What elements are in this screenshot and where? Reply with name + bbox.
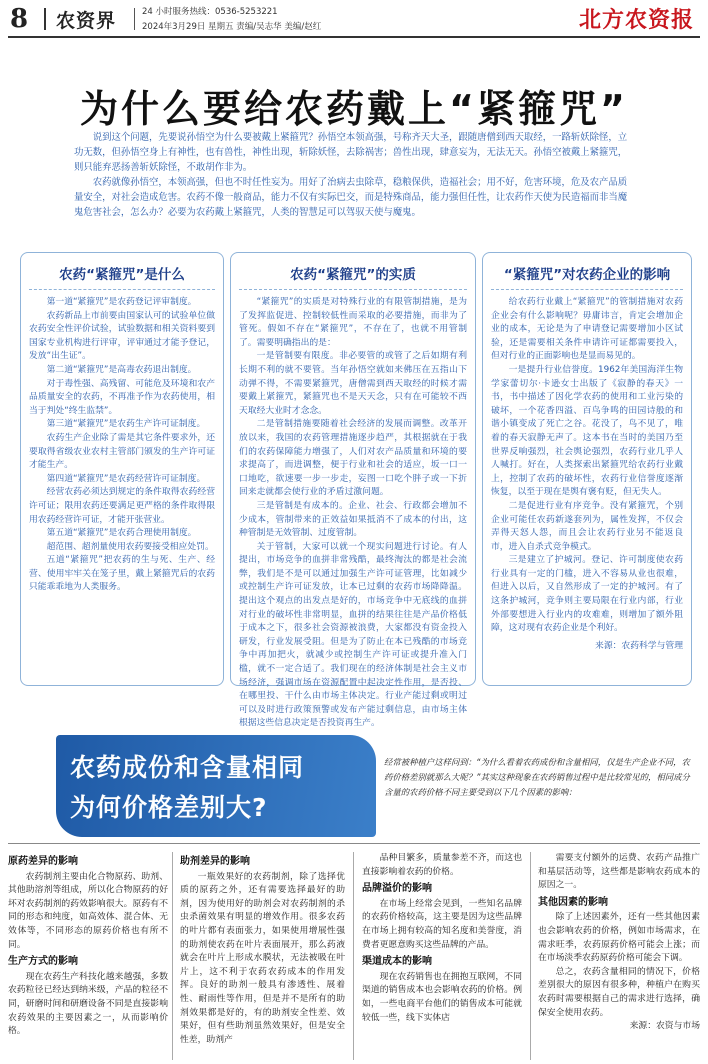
column-separator <box>530 852 531 1060</box>
paragraph: 农药生产企业除了需是其它条件要求外，还要取得省级农业农村主管部门颁发的生产许可证才能生产。 <box>29 432 215 471</box>
header-rule <box>8 36 700 38</box>
paragraph: “紧箍咒”的实质是对特殊行业的有限管制措施，是为了发挥监促进、控制较低性而采取的必要措施，而非为了管死。假如不存在“紧箍咒”，不存在了，也就不用管制了。需要明确指出的是： <box>239 297 467 348</box>
column-impact <box>482 252 692 686</box>
paragraph: 三是建立了护城河。登记、许可制度使农药行业具有一定的门槛，进入不容易从业也很难，但进入以后，又自然形成了一定的护城河。有了这条护城河，竞争则主要局限在行业内部，行业外部要想进入行业内的攻难难，则增加了额外阻障，这对现有农药企业是个利好。 <box>491 555 683 634</box>
paragraph: 五道“紧箍咒”把农药的生与死、生产、经营、使用牢牢关在笼子里，戴上紧箍咒后的农药只能乖乖地为人类服务。 <box>29 555 215 593</box>
paragraph: 第一道“紧箍咒”是农药登记评审制度。 <box>46 297 197 307</box>
section-name: 农资界 <box>56 10 117 32</box>
paragraph: 农药制剂主要由化合物原药、助剂、其他助溶剂等组成，所以化合物原药的好坏对农药制剂的药效影响很大。原药有不同的形态和纯度，如高效体、混合体、无效体等，不同形态的原药价格也有所不同。 <box>8 871 168 950</box>
paragraph: 关于管制，大家可以就一个现实问题进行讨论。有人提出，市场竞争的血拼非常残酷，最终淘汰的都是社会流弊，我们是不是可以通过加强生产许可证管理，比如减少或控制生产许可证发放，让本已过剩的农药市场降降温。提出这个观点的出发点是好的，市场竞争中无底线的血拼对行业的破坏性非常明显，血拼的结果往往是产品价格低于成本之下，很多社会资源被浪费，大家都没有资金投入研发，行业发展受阻。但是为了防止在本已残酷的市场竞争中再加把火，就减少或控制生产许可证或提升准入门槛，就不一定合适了。我们现在的经济体制是社会主义市场经济，强调市场在资源配置中起决定性作用，是否投、在哪里投、干什么由市场主体决定。行业产能过剩或明过可以及时进行政策预警或发布产能过剩信息，由市场主体根据这些信息决定是否投资再生产。 <box>239 541 467 729</box>
paragraph: 经营农药必须达到规定的条件取得农药经营许可证；限用农药还要满足更严格的条件取得限用农药经营许可证，才能开张营业。 <box>29 487 215 525</box>
subheading: 品牌溢价的影响 <box>362 883 432 895</box>
page-number: 8 <box>10 4 29 34</box>
paragraph: 对于毒性强、高残留、可能危及环境和农产品质量安全的农药，不再准予作为农药使用，相当于判处“终生监禁”。 <box>29 378 215 416</box>
paragraph: 一是提升行业信誉度。1962年美国海洋生物学家蕾切尔·卡逊女士出版了《寂静的春天》一书，书中描述了因化学农药的使用和工业污染的破坏，一个花香四溢、百鸟争鸣的田园诗般的和谐小镇变成了死亡之谷。花没了，鸟不见了，唯着的春天寂静无声了。这本书在当时的美国乃至世界反响强烈，社会舆论强烈，农药行业几乎人人喊打。好在，人类探索出紧箍咒给农药行业戴上，控制了农药的破坏性，农药行业信誉度逐渐恢复，以至于现在是舆有褒有贬，但无失人。 <box>491 364 683 498</box>
bottom-column-1 <box>8 852 168 1039</box>
divider <box>134 8 135 30</box>
paragraph: 在市场上经常会见到，一些知名品牌的农药价格较高，这主要是因为这些品牌在市场上拥有较高的知名度和美誉度，消费者更愿意购买这些品牌的产品。 <box>362 898 522 950</box>
banner-lead-text: 经常被种植户这样问到：“为什么看着农药成份和含量相同，仅是生产企业不同，农药价格差别就那么大呢？”其实这种现象在农药销售过程中是比较常见的，相同成分含量的农药价格不同主要受到以下几个因素的影响： <box>384 757 690 797</box>
paragraph: 第四道“紧箍咒”是农药经营许可证制度。 <box>46 473 206 484</box>
subheading: 助剂差异的影响 <box>180 856 250 867</box>
date-editors-text: 2024年3月29日 星期五 责编/吴志华 美编/赵红 <box>142 22 322 32</box>
paragraph: 二是管制措施要随着社会经济的发展而调整。改革开放以来，我国的农药管理措施逐步趋严，其根据就在于我们的农药保障能力增强了，人们对农产品质量和环境的要求提高了，而进调整，便于行业和社会的适应，坂一口一口地吃，欲速要一步一步走，妄图一口吃个胖子或一下折回来走就都会使行业的矛盾过激问题。 <box>239 419 467 498</box>
bottom-column-2 <box>180 852 345 1047</box>
bottom-column-3 <box>362 852 522 1025</box>
column-what-is <box>20 252 224 686</box>
column-essence <box>230 252 476 729</box>
bottom-column-4 <box>538 852 700 1034</box>
paragraph: 超范围、超剂量使用农药要接受相应处罚。 <box>46 541 214 552</box>
source-credit: 来源：农药科学与管理 <box>595 640 683 651</box>
paragraph: 一瓶效果好的农药制剂，除了选择优质的原药之外，还有需要选择最好的助剂，因为使用好的助剂会对农药制剂的杀虫杀菌效果有明显的增效作用。很多农药的叶片都有表面张力，如果使用增展性强的助剂使农药在叶片表面展开，那么药液就会在叶片上形成水膜状，无法被吸在叶片上，这不利于农药农药成本的作用发挥。良好的助剂一般具有渗透性、展着性、耐雨性等作用，但是并不是所有的助剂效果都是好的，有的助剂安全性差、效果好，但有些助剂虽然效果好，但是安全性差，助剂产 <box>180 871 345 1045</box>
paragraph: 农药新品上市前要由国家认可的试验单位做农药安全性评价试验，试验数据和相关资料要到国家专业机构进行评审，评审通过才能予登记，发放“出生证”。 <box>29 310 215 362</box>
paragraph: 二是促进行业有序竞争。没有紧箍咒，个别企业可能任农药新遂套列为，属性发挥，不仅会弄得天怒人怨，而且会让农药行业另不能返良市，进入自杀式竞争模式。 <box>491 500 683 552</box>
divider <box>8 843 700 844</box>
paragraph: 第五道“紧箍咒”是农药合理使用制度。 <box>46 528 197 539</box>
column-separator <box>172 852 173 1060</box>
column-title: “紧箍咒”对农药企业的影响 <box>491 261 683 290</box>
newspaper-masthead: 北方农资报 <box>578 7 694 33</box>
column-title: 农药“紧箍咒”的实质 <box>239 261 467 290</box>
article-headline: 为什么要给农药戴上“紧箍咒” <box>80 87 628 131</box>
subheading: 其他因素的影响 <box>538 896 608 908</box>
paragraph: 现在农药销售也在拥抱互联网，不同渠道的销售成本也会影响农药的价格。例如，一些电商平台他们的销售成本可能就较低一些，线下实体店 <box>362 971 522 1023</box>
subheading: 原药差异的影响 <box>8 856 78 867</box>
column-body <box>239 296 467 731</box>
intro-paragraph: 说到这个问题，先要说孙悟空为什么要被戴上紧箍咒？孙悟空本领高强，号称齐天大圣，跟随唐僧到西天取经，一路斩妖除怪，立功无数，但孙悟空身上有神性，也有兽性，神性出现，斩除妖怪，去除祸害；兽性出现，肆意妄为，无法无天。孙悟空被戴上紧箍咒，则只能弃恶扬善斩妖除怪，不敢胡作非为。 <box>74 132 628 173</box>
paragraph: 总之，农药含量相同的情况下，价格差别很大的原因有很多种，种植户在购买农药时需要根据自己的需求进行选择，确保安全使用农药。 <box>538 966 700 1018</box>
banner-title-line1: 农药成份和含量相同 <box>70 753 305 782</box>
column-title: 农药“紧箍咒”是什么 <box>29 261 215 290</box>
page-header <box>0 0 708 38</box>
intro-text <box>74 130 634 220</box>
paragraph: 一是管制要有限度。非必要管的或管了之后如期有利长期不利的就不要管。当年孙悟空就如来佛压在五指山下动弹不得，不需要紧箍咒，唐僧需到西天取经的时候才需要戴上紧箍咒，紧箍咒也不是天天念，只有在可能较不西天取经大业时才念念。 <box>239 351 467 416</box>
paragraph: 第三道“紧箍咒”是农药生产许可证制度。 <box>46 419 206 430</box>
paragraph: 品种目繁多，质量参差不齐，而这也直接影响着农药的价格。 <box>362 853 522 877</box>
banner-title-line2: 为何价格差别大? <box>70 793 268 822</box>
hotline-text: 24 小时服务热线：0536-5253221 <box>142 7 278 17</box>
intro-paragraph: 农药就像孙悟空，本领高强，但也不时任性妄为。用好了治病去虫除草，稳粮保供，造福社会；用不好，危害环境，危及农产品质量安全，对社会造成危害。农药不像一般商品，能力不仅有实际巴交，而是特殊商品，能力强但任性，让农药作天使为民造福而非当魔鬼危害社会，怎么办？必要为农药戴上紧箍咒，人类的智慧足可以驾驭天使与魔鬼。 <box>74 177 628 218</box>
paragraph: 除了上述因素外，还有一些其他因素也会影响农药的价格，例如市场需求，在需求旺季，农药原药价格可能会上涨；而在市场淡季农药原药价格可能会下调。 <box>538 912 700 964</box>
divider <box>44 8 46 30</box>
column-separator <box>353 852 354 1060</box>
column-body <box>491 296 683 636</box>
paragraph: 给农药行业戴上“紧箍咒”的管制措施对农药企业会有什么影响呢？毋庸讳言，肯定会增加企业的成本，无论是为了申请登记需要增加小区试验，还是需要相关条件申请许可证都需要投入，但对行业的正面影响也是显而易见的。 <box>491 297 683 362</box>
paragraph: 需要支付额外的运费、农药产品推广和基层活动等，这些都是影响农药成本的原因之一。 <box>538 853 700 891</box>
source-credit: 来源：农资与市场 <box>629 1021 700 1032</box>
subheading: 生产方式的影响 <box>8 956 78 968</box>
paragraph: 第二道“紧箍咒”是高毒农药退出制度。 <box>46 364 197 375</box>
column-body <box>29 296 215 595</box>
paragraph: 三是管制是有成本的。企业、社会、行政都会增加不少成本，管制带来的正效益如果抵消不了成本的付出，这种管制是无效管制、过度管制。 <box>239 500 467 539</box>
subheading: 渠道成本的影响 <box>362 956 432 968</box>
paragraph: 现在农药生产科技化越来越强，多数农药粒径已经达到纳米级，产品的粒径不同，研磨时间和研磨设备不同是直接影响农药效果的主要因素之一，从而影响价格。 <box>8 971 168 1037</box>
